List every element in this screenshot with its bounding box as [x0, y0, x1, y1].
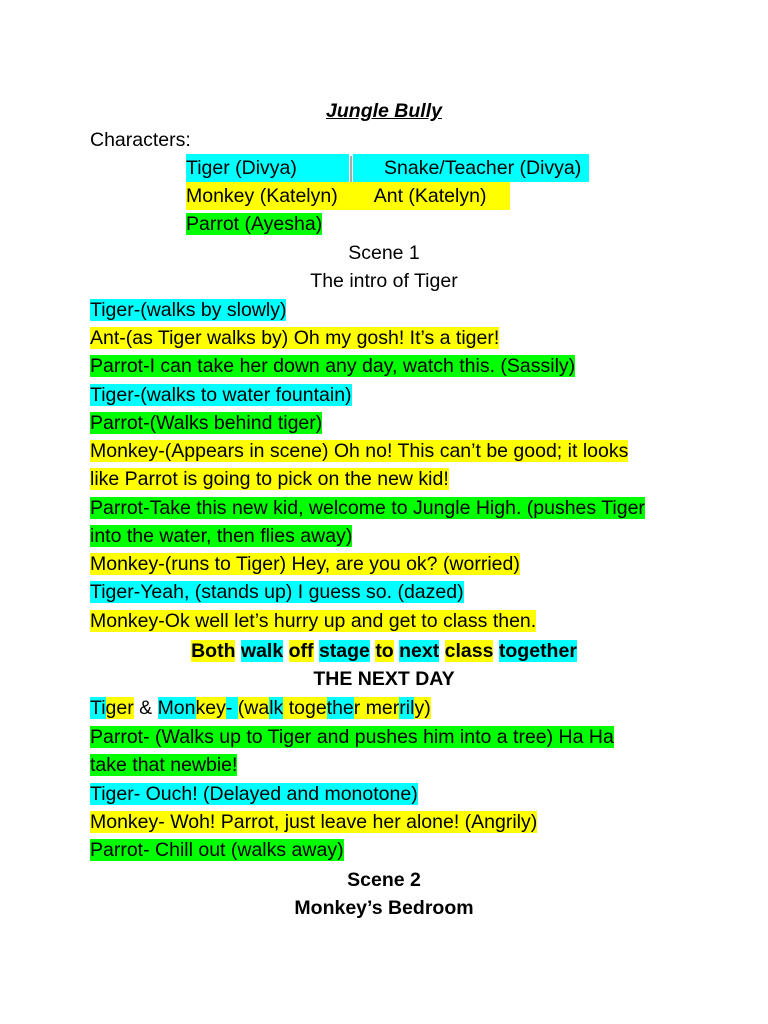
scene-1-heading: Scene 1	[348, 242, 420, 264]
next-day-heading: THE NEXT DAY	[313, 668, 455, 690]
scene-2-heading: Scene 2	[347, 869, 421, 891]
character-tiger: Tiger (Divya)	[186, 154, 349, 182]
script-line: Tiger- Ouch! (Delayed and monotone)	[90, 783, 418, 805]
script-line: Parrot- Chill out (walks away)	[90, 839, 344, 861]
stage-direction: Both walk off stage to next class together	[191, 640, 577, 662]
script-line: Monkey-(runs to Tiger) Hey, are you ok? (worried)	[90, 553, 520, 575]
script-line: Parrot- (Walks up to Tiger and pushes him into a tree) Ha Ha	[90, 726, 614, 748]
character-row-1	[186, 154, 589, 182]
character-parrot: Parrot (Ayesha)	[186, 213, 323, 235]
script-line: into the water, then flies away)	[90, 525, 353, 547]
character-monkey-ant: Monkey (Katelyn) Ant (Katelyn)	[186, 182, 510, 210]
script-line: Tiger-Yeah, (stands up) I guess so. (dazed)	[90, 581, 464, 603]
character-row-3	[186, 210, 322, 238]
script-line: Ant-(as Tiger walks by) Oh my gosh! It’s a tiger!	[90, 327, 500, 349]
script-line-duet: Tiger & Monkey- (walk together merrily)	[90, 697, 431, 719]
doc-title: Jungle Bully	[326, 100, 442, 122]
script-line: Tiger-(walks by slowly)	[90, 299, 287, 321]
character-snake: Snake/Teacher (Divya)	[353, 154, 589, 182]
scene-2-subheading: Monkey’s Bedroom	[294, 897, 474, 919]
script-line: Parrot-(Walks behind tiger)	[90, 412, 323, 434]
characters-heading: Characters:	[90, 129, 191, 151]
character-row-2	[186, 182, 510, 210]
script-line: take that newbie!	[90, 754, 238, 776]
script-line: Tiger-(walks to water fountain)	[90, 384, 352, 406]
script-line: Parrot-Take this new kid, welcome to Jungle High. (pushes Tiger	[90, 497, 645, 519]
column-divider	[350, 156, 352, 182]
script-line: Parrot-I can take her down any day, watch this. (Sassily)	[90, 355, 576, 377]
script-line: Monkey- Woh! Parrot, just leave her alone! (Angrily)	[90, 811, 538, 833]
script-line: like Parrot is going to pick on the new kid!	[90, 468, 449, 490]
script-line: Monkey-(Appears in scene) Oh no! This can’t be good; it looks	[90, 440, 629, 462]
scene-1-subheading: The intro of Tiger	[310, 270, 458, 292]
script-line: Monkey-Ok well let’s hurry up and get to class then.	[90, 610, 537, 632]
